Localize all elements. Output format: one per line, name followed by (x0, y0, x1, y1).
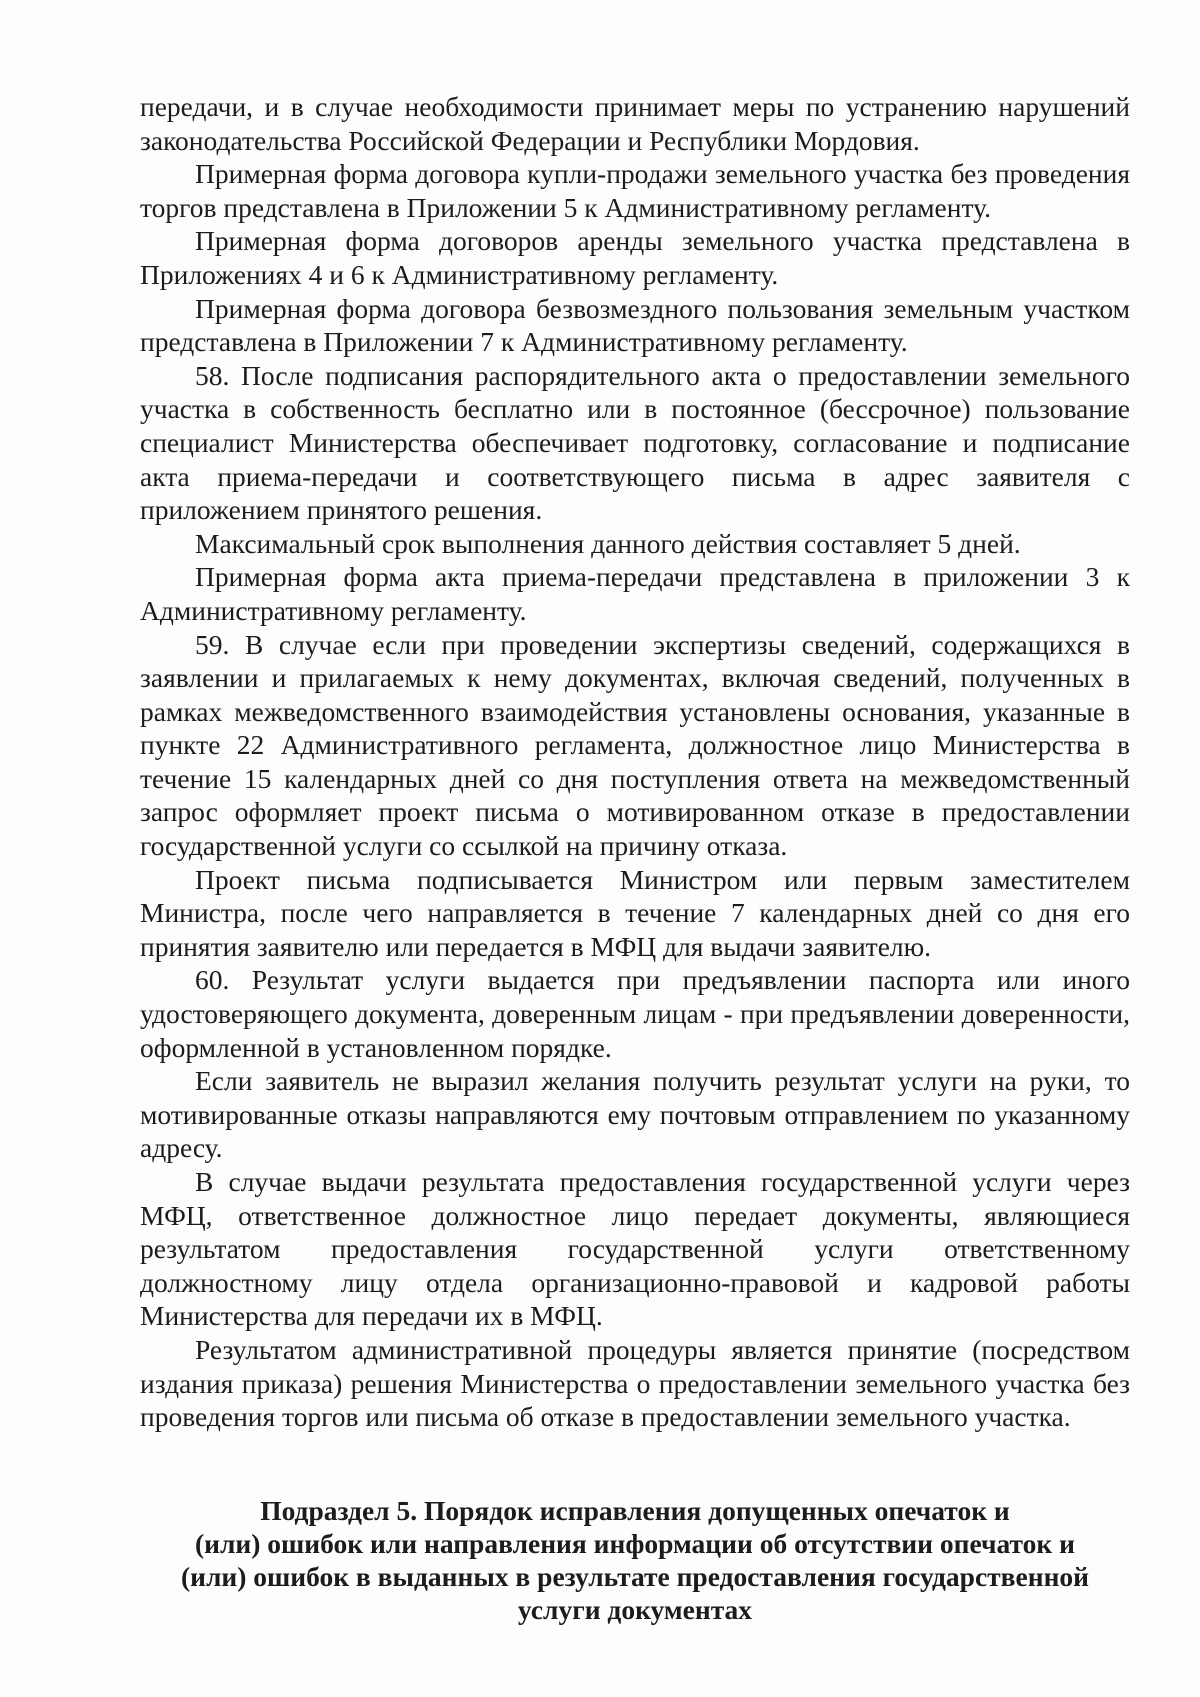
heading-line: (или) ошибок в выданных в результате предоставления государственной (180, 1561, 1090, 1592)
paragraph-58: 58. После подписания распорядительного акта о предоставлении земельного участка в собственность бесплатно или в постоянное (бессрочное) пользование специалист Министерства обеспечивает подготовку, согласование и подписание акта приема-передачи и соответствующего письма в адрес заявителя с приложением принятого решения. (140, 359, 1130, 526)
paragraph: Проект письма подписывается Министром или первым заместителем Министра, после чего направляется в течение 7 календарных дней со дня его принятия заявителю или передается в МФЦ для выдачи заявителю. (140, 863, 1130, 962)
paragraph: Результатом административной процедуры является принятие (посредством издания приказа) решения Министерства о предоставлении земельного участка без проведения торгов или письма об отказе в предоставлении земельного участка. (140, 1333, 1130, 1433)
paragraph: Примерная форма договора безвозмездного пользования земельным участком представлена в Приложении 7 к Административному регламенту. (140, 292, 1130, 358)
body-text (140, 90, 1130, 1434)
paragraph-59: 59. В случае если при проведении экспертизы сведений, содержащихся в заявлении и прилагаемых к нему документах, включая сведений, полученных в рамках межведомственного взаимодействия установлены основания, указанные в пункте 22 Административного регламента, должностное лицо Министерства в течение 15 календарных дней со дня поступления ответа на межведомственный запрос оформляет проект письма о мотивированном отказе в предоставлении государственной услуги со ссылкой на причину отказа. (140, 628, 1130, 862)
section-heading (140, 1494, 1130, 1626)
paragraph-60: 60. Результат услуги выдается при предъявлении паспорта или иного удостоверяющего документа, доверенным лицам - при предъявлении доверенности, оформленной в установленном порядке. (140, 964, 1130, 1063)
paragraph: Примерная форма договоров аренды земельного участка представлена в Приложениях 4 и 6 к Административному регламенту. (140, 225, 1130, 290)
paragraph: Если заявитель не выразил желания получить результат услуги на руки, то мотивированные отказы направляются ему почтовым отправлением по указанному адресу. (140, 1065, 1130, 1164)
heading-line: Подраздел 5. Порядок исправления допущенных опечаток и (260, 1495, 1010, 1526)
paragraph: Максимальный срок выполнения данного действия составляет 5 дней. (195, 527, 1021, 559)
paragraph: В случае выдачи результата предоставления государственной услуги через МФЦ, ответственное должностное лицо передает документы, являющиеся результатом предоставления государственной услуги ответственному должностному лицу отдела организационно-правовой и кадровой работы Министерства для передачи их в МФЦ. (140, 1166, 1130, 1332)
paragraph: передачи, и в случае необходимости принимает меры по устранению нарушений законодательства Российской Федерации и Республики Мордовия. (140, 91, 1130, 156)
paragraph: Примерная форма договора купли-продажи земельного участка без проведения торгов представлена в Приложении 5 к Административному регламенту. (140, 158, 1130, 223)
heading-line: (или) ошибок или направления информации об отсутствии опечаток и (195, 1528, 1075, 1559)
paragraph: Примерная форма акта приема-передачи представлена в приложении 3 к Административному регламенту. (140, 561, 1130, 626)
heading-line: услуги документах (517, 1594, 753, 1625)
